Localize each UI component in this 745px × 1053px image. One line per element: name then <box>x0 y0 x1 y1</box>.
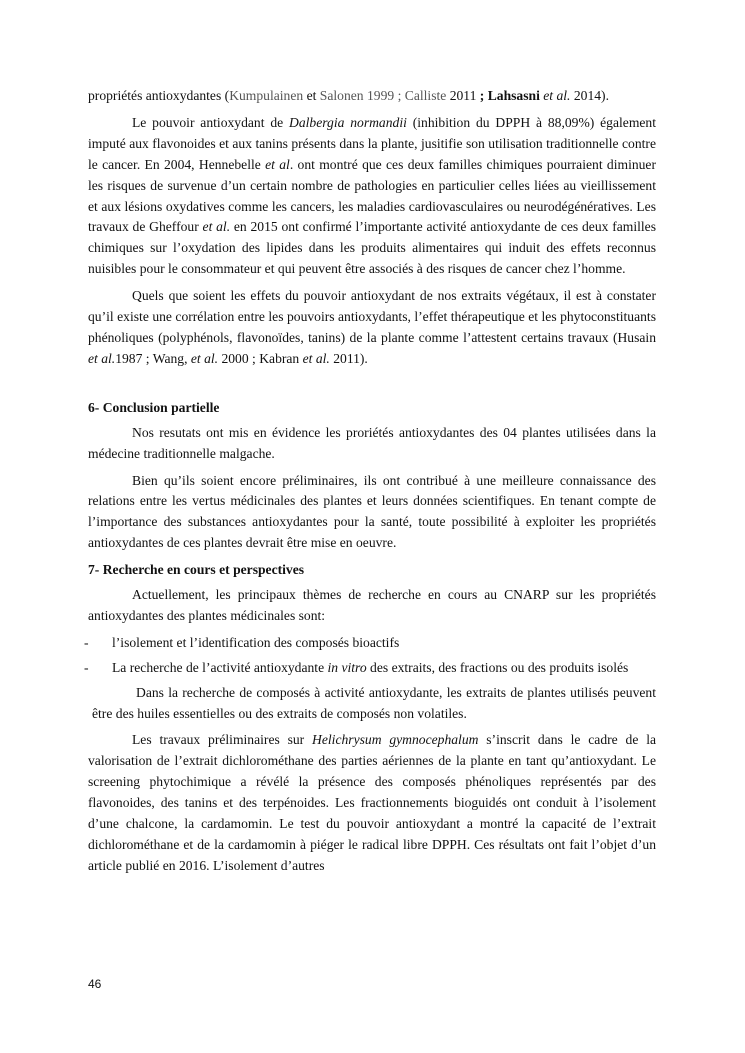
reference-kumpulainen: Kumpulainen <box>229 88 304 103</box>
species-name: Dalbergia normandii <box>289 114 407 130</box>
paragraph-helichrysum: Les travaux préliminaires sur Helichrysum gymnocephalum s’inscrit dans le cadre de la valorisation de l’extrait dichlorométhane des parties aériennes de la plante en tant qu’antioxydant. Le screening phytochimique a révélé la présence des composés phénoliques représentés par des flavonoides, des tanins et des terpénoides. Les fractionnements bioguidés ont conduit à l’isolement d’une chalcone, la cardamomin. Le test du pouvoir antioxydant a montré la capacité de l’extrait dichlorométhane et de la cardamomin à piéger le radical libre DPPH. Ces résultats ont fait l’objet d’un article publié en 2016. L’isolement d’autres <box>88 732 656 873</box>
paragraph-extracts: Dans la recherche de composés à activité antioxydante, les extraits de plantes utilisés peuvent être des huiles essentielles ou des extraits de composés non volatiles. <box>92 684 656 721</box>
species-name: Helichrysum gymnocephalum <box>312 732 479 748</box>
section-heading-research: 7- Recherche en cours et perspectives <box>88 562 305 578</box>
section-heading-conclusion: 6- Conclusion partielle <box>88 399 220 415</box>
paragraph-research-intro: Actuellement, les principaux thèmes de recherche en cours au CNARP sur les propriétés antioxydantes des plantes médicinales sont: <box>88 587 656 623</box>
list-item: - La recherche de l’activité antioxydante in vitro des extraits, des fractions ou des produits isolés <box>84 658 656 679</box>
paragraph-correlation: Quels que soient les effets du pouvoir antioxydant de nos extraits végétaux, il est à constater qu’il existe une corrélation entre les pouvoirs antioxydants, l’effet thérapeutique et les phytoconstituants phénoliques (polyphénols, flavonoïdes, tanins) de la plante comme l’attestent certains travaux (Husain et al.1987 ; Wang, et al. 2000 ; Kabran et al. 2011). <box>88 288 656 366</box>
reference-salonen: Salonen 1999 ; <box>319 88 402 103</box>
reference-calliste: Calliste <box>404 88 447 103</box>
paragraph-conclusion-1: Nos resutats ont mis en évidence les proriétés antioxydantes des 04 plantes utilisées dans la médecine traditionnelle malgache. <box>88 424 656 461</box>
bullet-dash: - <box>84 634 89 650</box>
page-number: 46 <box>88 977 102 991</box>
bullet-dash: - <box>84 659 89 675</box>
paragraph-dalbergia: Le pouvoir antioxydant de Dalbergia normandii (inhibition du DPPH à 88,09%) également imputé aux flavonoides et aux tanins présents dans la plante, jusitifie son utilisation traditionnelle contre le cancer. En 2004, Hennebelle et al. ont montré que ces deux familles chimiques pourraient diminuer les risques de survenue d’un certain nombre de pathologies en particulier celles liées au vieillissement et aux lésions oxydatives comme les cancers, les maladies cardiovasculaires ou neurodégénératives. Les travaux de Gheffour et al. en 2015 ont confirmé l’importante activité antioxydante de ces deux familles chimiques sur l’oxydation des lipides dans les produits alimentaires qui induit des effets reconnus nuisibles pour le consommateur et qui peuvent être associés à des risques de cancer chez l’homme. <box>88 114 657 277</box>
body-text <box>84 86 657 883</box>
list-item: - l’isolement et l’identification des composés bioactifs <box>84 633 656 654</box>
paragraph-continuation: propriétés antioxydantes (Kumpulainen et Salonen 1999 ; Calliste 2011 ; Lahsasni et al. 2014). <box>88 88 609 103</box>
paragraph-conclusion-2: Bien qu’ils soient encore préliminaires, ils ont contribué à une meilleure connaissance des relations entre les vertus médicinales des plantes et leurs données scientifiques. En tenant compte de l’importance des substances antioxydantes pour la santé, toute possibilité à exploiter les propriétés antioxydantes de ces plantes devrait être mise en oeuvre. <box>88 472 656 551</box>
